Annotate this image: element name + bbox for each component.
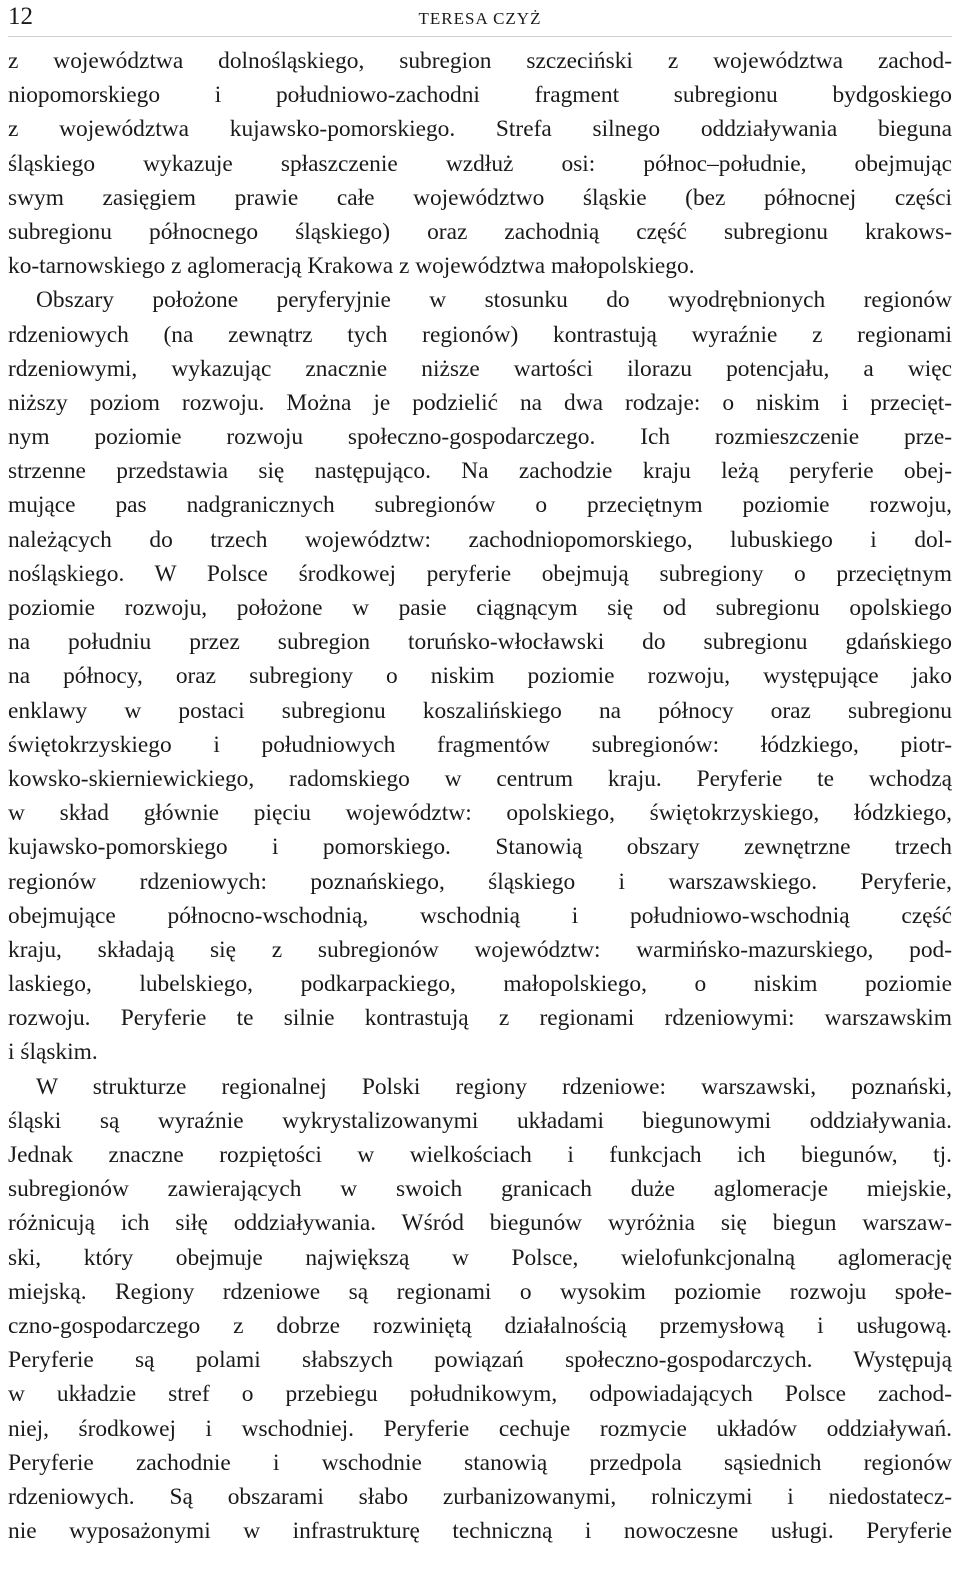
text-line: kujawsko-pomorskiego i pomorskiego. Stanowią obszary zewnętrzne trzech — [8, 834, 952, 861]
page-number: 12 — [8, 3, 33, 30]
text-line: swym zasięgiem prawie całe województwo śląskie (bez północnej części — [8, 184, 952, 211]
text-line: w skład głównie pięciu województw: opolskiego, świętokrzyskiego, łódzkiego, — [8, 800, 952, 827]
text-line: z województwa dolnośląskiego, subregion szczeciński z województwa zachod- — [8, 48, 952, 74]
text-line: ski, który obejmuje największą w Polsce, wielofunkcjonalną aglomerację — [8, 1244, 952, 1271]
text-line: obejmujące północno-wschodnią, wschodnią i południowo-wschodnią część — [8, 902, 952, 929]
text-line: niej, środkowej i wschodniej. Peryferie cechuje rozmycie układów oddziaływań. — [8, 1415, 952, 1442]
text-line: należących do trzech województw: zachodniopomorskiego, lubuskiego i dol- — [8, 526, 952, 553]
text-line: nie wyposażonymi w infrastrukturę techniczną i nowoczesne usługi. Peryferie — [8, 1518, 952, 1545]
text-line: Jednak znaczne rozpiętości w wielkościach i funkcjach ich biegunów, tj. — [8, 1142, 952, 1168]
text-line: różnicują ich siłę oddziaływania. Wśród biegunów wyróżnia się biegun warszaw- — [8, 1210, 952, 1237]
text-line: rdzeniowych (na zewnątrz tych regionów) kontrastują wyraźnie z regionami — [8, 321, 952, 348]
text-line: nośląskiego. W Polsce środkowej peryferie obejmują subregiony o przeciętnym — [8, 560, 952, 587]
running-title: TERESA CZYŻ — [418, 9, 542, 28]
text-line: kraju, składają się z subregionów województw: warmińsko-mazurskiego, pod- — [8, 936, 952, 963]
text-line: rdzeniowymi, wykazując znacznie niższe wartości ilorazu potencjału, a więc — [8, 355, 952, 382]
text-line: strzenne przedstawia się następująco. Na zachodzie kraju leżą peryferie obej- — [8, 458, 952, 485]
text-line: kowsko-skierniewickiego, radomskiego w centrum kraju. Peryferie te wchodzą — [8, 765, 952, 792]
text-line: W strukturze regionalnej Polski regiony rdzeniowe: warszawski, poznański, — [36, 1073, 952, 1100]
text-line: subregionów zawierających w swoich granicach duże aglomeracje miejskie, — [8, 1176, 952, 1203]
text-line: regionów rdzeniowych: poznańskiego, śląskiego i warszawskiego. Peryferie, — [8, 868, 952, 895]
text-line: czno-gospodarczego z dobrze rozwiniętą działalnością przemysłową i usługową. — [8, 1312, 952, 1339]
text-line: śląskiego wykazuje spłaszczenie wzdłuż osi: północ–południe, obejmując — [8, 150, 952, 177]
text-line: śląski są wyraźnie wykrystalizowanymi układami biegunowymi oddziaływania. — [8, 1107, 952, 1134]
text-line: niopomorskiego i południowo-zachodni fragment subregionu bydgoskiego — [8, 82, 952, 109]
text-line: Peryferie zachodnie i wschodnie stanowią przedpola sąsiednich regionów — [8, 1449, 952, 1476]
text-line: laskiego, lubelskiego, podkarpackiego, małopolskiego, o niskim poziomie — [8, 971, 952, 998]
text-line: subregionu północnego śląskiego) oraz zachodnią część subregionu krakows- — [8, 218, 952, 245]
text-line: i śląskim. — [8, 1039, 98, 1066]
text-line: nym poziomie rozwoju społeczno-gospodarczego. Ich rozmieszczenie prze- — [8, 424, 952, 451]
text-line: Obszary położone peryferyjnie w stosunku do wyodrębnionych regionów — [36, 287, 952, 314]
text-line: mujące pas nadgranicznych subregionów o przeciętnym poziomie rozwoju, — [8, 492, 952, 519]
text-line: poziomie rozwoju, położone w pasie ciągnącym się od subregionu opolskiego — [8, 595, 952, 621]
text-line: na południu przez subregion toruńsko-włocławski do subregionu gdańskiego — [8, 629, 952, 656]
text-line: świętokrzyskiego i południowych fragmentów subregionów: łódzkiego, piotr- — [8, 731, 952, 758]
text-line: Peryferie są polami słabszych powiązań społeczno-gospodarczych. Występują — [8, 1347, 952, 1374]
text-line: na północy, oraz subregiony o niskim poziomie rozwoju, występujące jako — [8, 663, 952, 690]
text-line: rdzeniowych. Są obszarami słabo zurbanizowanymi, rolniczymi i niedostatecz- — [8, 1483, 952, 1510]
text-line: z województwa kujawsko-pomorskiego. Strefa silnego oddziaływania bieguna — [8, 116, 952, 143]
body-text — [8, 44, 952, 1548]
text-line: niższy poziom rozwoju. Można je podzielić na dwa rodzaje: o niskim i przecięt- — [8, 389, 952, 416]
text-line: ko-tarnowskiego z aglomeracją Krakowa z województwa małopolskiego. — [8, 253, 695, 280]
text-line: rozwoju. Peryferie te silnie kontrastują z regionami rdzeniowymi: warszawskim — [8, 1005, 952, 1032]
running-head — [8, 2, 952, 37]
text-line: w układzie stref o przebiegu południkowym, odpowiadających Polsce zachod- — [8, 1381, 952, 1408]
text-line: enklawy w postaci subregionu koszalińskiego na północy oraz subregionu — [8, 697, 952, 724]
text-line: miejską. Regiony rdzeniowe są regionami o wysokim poziomie rozwoju społe- — [8, 1278, 952, 1305]
